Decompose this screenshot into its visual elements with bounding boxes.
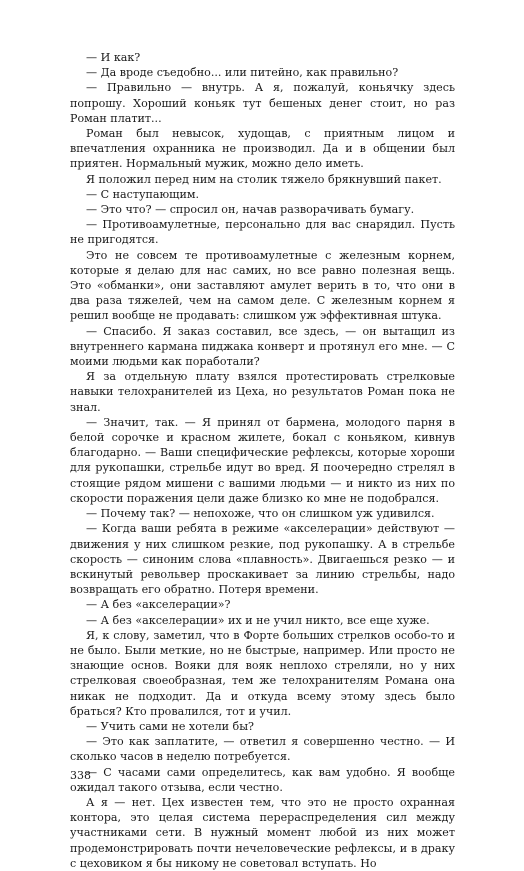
page-number: 338 [70, 769, 91, 782]
paragraph: — А без «акселерации» их и не учил никто, все еще хуже. [86, 613, 430, 627]
paragraph: Я за отдельную плату взялся протестировать стрелковые навыки телохранителей из Цеха, но результатов Роман пока не знал. [70, 370, 455, 414]
paragraph: — Правильно — внутрь. А я, пожалуй, коньячку здесь попрошу. Хороший коньяк тут бешеных денег стоит, но раз Роман платит... [70, 81, 455, 125]
paragraph: — Спасибо. Я заказ составил, все здесь, — он вытащил из внутреннего кармана пиджака конверт и протянул его мне. — С моими людьми как поработали? [70, 324, 455, 369]
paragraph: — Это что? — спросил он, начав разворачивать бумагу. [86, 203, 415, 217]
paragraph: — Это как заплатите, — ответил я совершенно честно. — И сколько часов в неделю потребуется. [70, 735, 455, 764]
paragraph: Я положил перед ним на столик тяжело брякнувший пакет. [86, 172, 442, 186]
paragraph: Я, к слову, заметил, что в Форте больших стрелков особо-то и не было. Были меткие, но не быстрые, например. Или просто не знающие основ. Вояки для вояк неплохо стреляли, но у них стрелковая своеобразная, тем же телохранителям Романа она никак не подходит. Да и откуда всему этому здесь было браться? Кто провалился, тот и учил. [70, 628, 455, 718]
paragraph: — С часами сами определитесь, как вам удобно. Я вообще ожидал такого отзыва, если честно. [70, 765, 455, 794]
paragraph: — Почему так? — непохоже, что он слишком уж удивился. [86, 507, 435, 521]
paragraph: — С наступающим. [86, 187, 200, 201]
paragraph: Это не совсем те противоамулетные с железным корнем, которые я делаю для нас самих, но все равно полезная вещь. Это «обманки», они заставляют амулет верить в то, что они в два раза тяжелей, чем на самом деле. С железным корнем я решил вообще не продавать: слишком уж эффективная штука. [70, 248, 455, 323]
paragraph: — Противоамулетные, персонально для вас снарядил. Пусть не пригодятся. [70, 218, 455, 247]
paragraph: — Да вроде съедобно... или питейно, как правильно? [86, 66, 399, 80]
paragraph: А я — нет. Цех известен тем, что это не просто охранная контора, это целая система перераспределения сил между участниками сети. В нужный момент любой из них может продемонстрировать почти нечеловеческие рефлексы, и в драку с цеховиком я бы никому не советовал вступать. Но [70, 795, 455, 870]
paragraph: — Когда ваши ребята в режиме «акселерации» действуют — движения у них слишком резкие, под рукопашку. А в стрельбе скорость — синоним слова «плавность». Двигаешься резко — и вскинутый револьвер проскакивает за линию стрельбы, надо возвращать его обратно. Потеря времени. [70, 522, 455, 597]
paragraph: — Значит, так. — Я принял от бармена, молодого парня в белой сорочке и красном жилете, бокал с коньяком, кивнув благодарно. — Ваши специфические рефлексы, которые хороши для рукопашки, стрельбе идут во вред. Я поочередно стрелял в стоящие рядом мишени с вашими людьми — и никто из них по скорости поражения цели даже близко ко мне не подобрался. [70, 415, 455, 505]
paragraph: — И как? [86, 51, 141, 64]
paragraph: — А без «акселерации»? [86, 598, 231, 612]
page-body [70, 50, 455, 871]
paragraph: Роман был невысок, худощав, с приятным лицом и впечатления охранника не производил. Да и в общении был приятен. Нормальный мужик, можно дело иметь. [70, 127, 455, 171]
paragraph: — Учить сами не хотели бы? [86, 719, 254, 733]
